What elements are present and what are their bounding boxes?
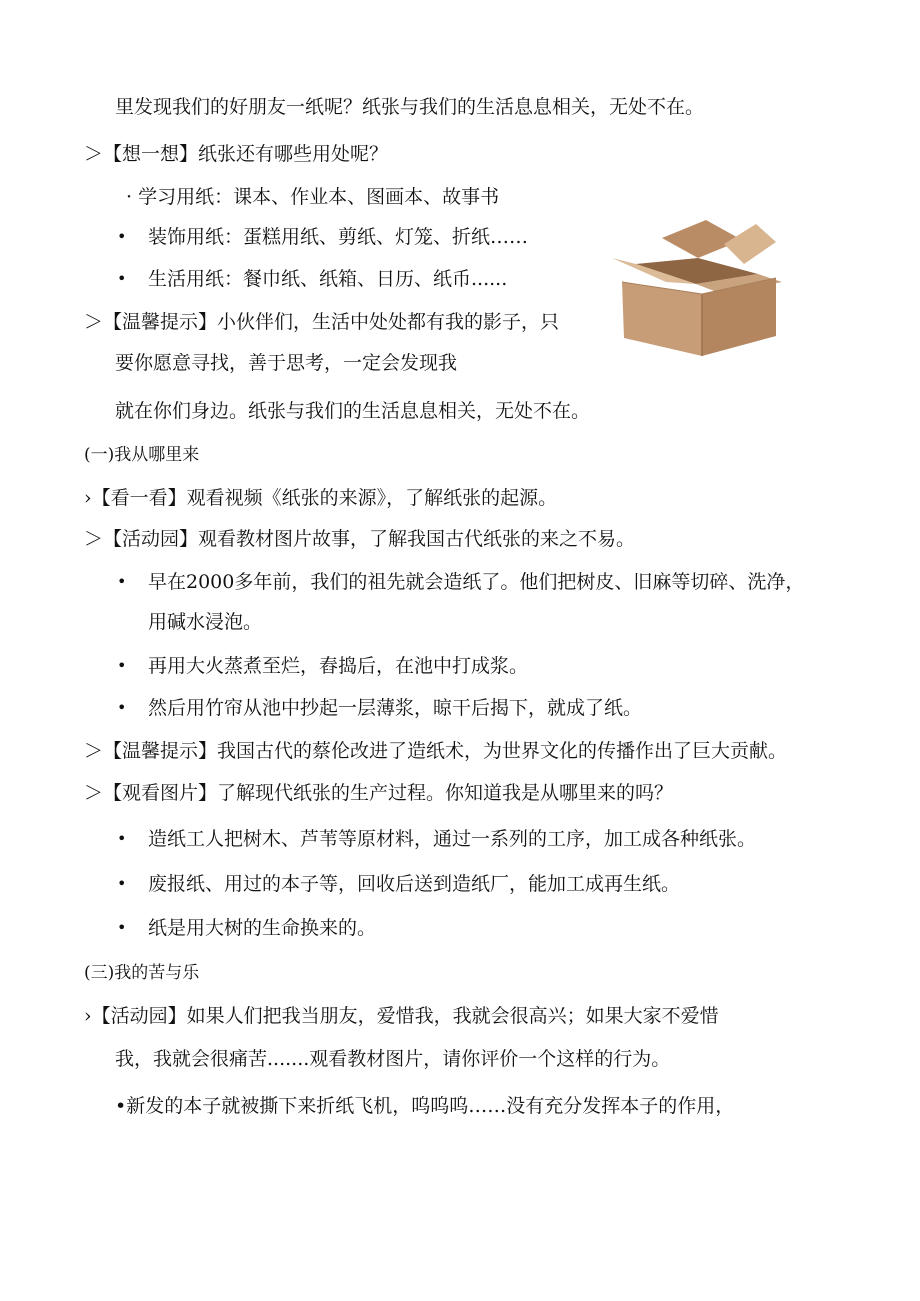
list-item: 早在2000多年前，我们的祖先就会造纸了。他们把树皮、旧麻等切碎、洗净， <box>148 571 805 593</box>
list-item: 纸是用大树的生命换来的。 <box>148 917 377 939</box>
list-item: 装饰用纸：蛋糕用纸、剪纸、灯笼、折纸…… <box>148 226 529 248</box>
tip-continuation: 就在你们身边。纸张与我们的生活息息相关，无处不在。 <box>115 400 591 422</box>
section-heading: (三)我的苦与乐 <box>84 963 200 983</box>
list-item: •新发的本子就被撕下来折纸飞机，呜呜呜……没有充分发挥本子的作用， <box>115 1095 735 1117</box>
pictures-heading: ＞【观看图片】了解现代纸张的生产过程。你知道我是从哪里来的吗？ <box>84 782 674 804</box>
list-item: 然后用竹帘从池中抄起一层薄浆，晾干后揭下，就成了纸。 <box>148 697 643 719</box>
tip-heading: ＞【温馨提示】小伙伴们，生活中处处都有我的影子，只 <box>84 311 560 333</box>
bullet: • <box>117 656 127 675</box>
bullet: • <box>117 918 127 937</box>
list-item: 生活用纸：餐巾纸、纸箱、日历、纸币...... <box>148 268 508 290</box>
list-item: 造纸工人把树木、芦苇等原材料，通过一系列的工序，加工成各种纸张。 <box>148 828 757 850</box>
line-1: 里发现我们的好朋友一纸呢？纸张与我们的生活息息相关，无处不在。 <box>115 96 705 118</box>
activity-heading: ›【活动园】如果人们把我当朋友，爱惜我，我就会很高兴；如果大家不爱惜 <box>84 1005 719 1027</box>
list-item: 废报纸、用过的本子等，回收后送到造纸厂，能加工成再生纸。 <box>148 873 681 895</box>
activity-continuation: 我，我就会很痛苦.......观看教材图片，请你评价一个这样的行为。 <box>115 1048 671 1070</box>
tip-continuation: 要你愿意寻找，善于思考，一定会发现我 <box>115 352 458 374</box>
list-item: · 学习用纸：课本、作业本、图画本、故事书 <box>126 186 500 208</box>
think-heading: ＞【想一想】纸张还有哪些用处呢？ <box>84 143 389 165</box>
cardboard-box-icon <box>606 218 790 358</box>
bullet: • <box>117 829 127 848</box>
bullet: • <box>117 698 127 717</box>
bullet: • <box>117 874 127 893</box>
list-item-continuation: 用碱水浸泡。 <box>148 611 263 633</box>
watch-heading: ›【看一看】观看视频《纸张的来源》，了解纸张的起源。 <box>84 487 558 509</box>
bullet: • <box>117 227 127 246</box>
activity-heading: ＞【活动园】观看教材图片故事，了解我国古代纸张的来之不易。 <box>84 528 636 550</box>
section-heading: (一)我从哪里来 <box>84 445 200 465</box>
bullet: • <box>117 269 127 288</box>
bullet: • <box>117 572 127 591</box>
list-item: 再用大火蒸煮至烂，舂捣后，在池中打成浆。 <box>148 655 529 677</box>
tip-heading: ＞【温馨提示】我国古代的蔡伦改进了造纸术，为世界文化的传播作出了巨大贡献。 <box>84 740 788 762</box>
